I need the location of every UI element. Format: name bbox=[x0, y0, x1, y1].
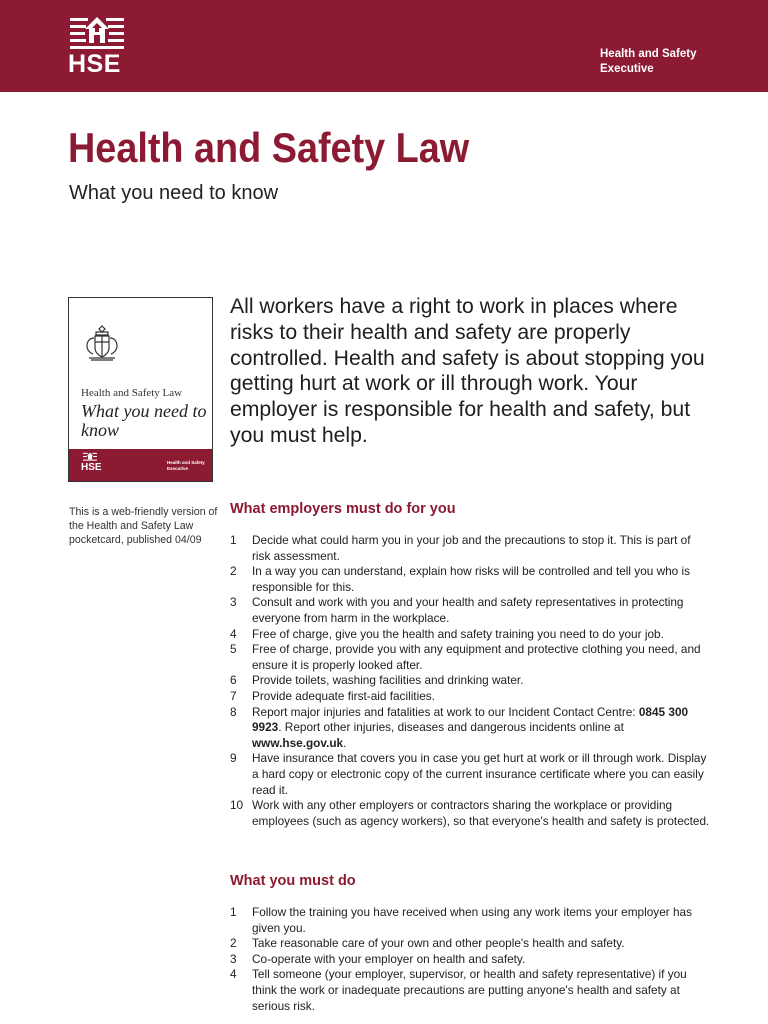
cover-title-line: Health and Safety Law bbox=[81, 387, 183, 399]
hse-logo-mark-icon bbox=[70, 16, 124, 52]
list-item bbox=[230, 798, 710, 829]
your-duties-list bbox=[230, 905, 710, 1014]
hse-mini-logo-icon bbox=[83, 452, 97, 462]
cover-footer-band bbox=[69, 449, 212, 481]
cover-agency-name bbox=[167, 460, 205, 471]
agency-line-1: Health and Safety bbox=[600, 48, 697, 60]
item-number: 3 bbox=[230, 951, 237, 966]
item-text: Provide toilets, washing facilities and drinking water. bbox=[252, 673, 524, 688]
item-number: 10 bbox=[230, 798, 244, 813]
item-text: Take reasonable care of your own and other people's health and safety. bbox=[252, 936, 625, 951]
item-number: 2 bbox=[230, 936, 237, 951]
item-text: Free of charge, give you the health and safety training you need to do your job. bbox=[252, 626, 664, 641]
item-text: Co-operate with your employer on health and safety. bbox=[252, 951, 526, 966]
list-item bbox=[230, 936, 710, 952]
item-number: 4 bbox=[230, 967, 237, 982]
list-item bbox=[230, 642, 710, 673]
royal-crest-icon bbox=[81, 322, 123, 364]
item-text: Consult and work with you and your health and safety representatives in protecting everyone from harm in the workplace. bbox=[252, 595, 684, 625]
item-text: Tell someone (your employer, supervisor, or health and safety representative) if you think the work or inadequate precautions are putting anyone's health and safety at serious risk. bbox=[252, 967, 687, 1013]
item-number: 1 bbox=[230, 533, 237, 547]
incident-phone-number: 0845 300 9923 bbox=[252, 704, 689, 735]
item-number: 1 bbox=[230, 905, 237, 919]
item-number: 7 bbox=[230, 688, 237, 703]
list-item bbox=[230, 689, 710, 705]
your-duties-heading: What you must do bbox=[230, 873, 356, 889]
list-item bbox=[230, 952, 710, 968]
agency-line-2: Executive bbox=[600, 62, 654, 75]
page-subtitle: What you need to know bbox=[69, 182, 279, 204]
list-item bbox=[230, 967, 710, 1014]
list-item bbox=[230, 533, 710, 564]
item-text: Have insurance that covers you in case you get hurt at work or ill through work. Display a hard copy or electronic copy of the current insurance certificate where you can easily read it. bbox=[252, 751, 707, 797]
item-text: In a way you can understand, explain how risks will be controlled and tell you who is responsible for this. bbox=[252, 564, 691, 594]
intro-paragraph: All workers have a right to work in places where risks to their health and safety are properly controlled. Health and safety is about stopping you getting hurt at work or ill through work. Your employer is responsible for health and safety, but you must help. bbox=[230, 295, 705, 447]
item-number: 9 bbox=[230, 751, 237, 766]
item-text: Decide what could harm you in your job and the precautions to stop it. This is part of risk assessment. bbox=[252, 533, 691, 563]
employers-duties-list bbox=[230, 533, 710, 829]
item-text: Work with any other employers or contractors sharing the workplace or providing employees (such as agency workers), so that everyone's health and safety is protected. bbox=[252, 798, 710, 828]
pocketcard-cover-image bbox=[68, 297, 213, 482]
hse-logo-text: HSE bbox=[68, 50, 121, 78]
hse-logo bbox=[68, 16, 126, 78]
list-item bbox=[230, 564, 710, 595]
page-title: Health and Safety Law bbox=[68, 124, 470, 171]
agency-name bbox=[600, 47, 697, 76]
item-text-before: Report major injuries and fatalities at work to our Incident Contact Centre: bbox=[252, 704, 639, 719]
item-number: 8 bbox=[230, 704, 237, 719]
cover-agency-line-2: Executive bbox=[167, 465, 189, 471]
item-text: Free of charge, provide you with any equipment and protective clothing you need, and ensure it is properly looked after. bbox=[252, 642, 701, 672]
item-number: 2 bbox=[230, 564, 237, 579]
item-number: 3 bbox=[230, 595, 237, 610]
item-number: 6 bbox=[230, 673, 237, 688]
cover-agency-line-1: Health and Safety bbox=[167, 460, 205, 465]
list-item bbox=[230, 627, 710, 643]
item-text-middle: . Report other injuries, diseases and dangerous incidents online at bbox=[278, 720, 624, 735]
item-text: Follow the training you have received when using any work items your employer has given you. bbox=[252, 905, 692, 935]
item-number: 5 bbox=[230, 642, 237, 657]
cover-subtitle: What you need to know bbox=[81, 401, 207, 440]
hse-website-link[interactable]: www.hse.gov.uk bbox=[252, 735, 344, 750]
list-item bbox=[230, 595, 710, 626]
item-text: Provide adequate first-aid facilities. bbox=[252, 688, 435, 703]
list-item bbox=[230, 673, 710, 689]
item-number: 4 bbox=[230, 626, 237, 641]
cover-logo-text: HSE bbox=[81, 462, 102, 473]
list-item bbox=[230, 751, 710, 798]
item-text-after: . bbox=[343, 735, 347, 750]
employers-heading: What employers must do for you bbox=[230, 501, 456, 517]
header-bar bbox=[0, 0, 768, 92]
version-note: This is a web-friendly version of the Health and Safety Law pocketcard, published 04/09 bbox=[69, 506, 218, 546]
list-item bbox=[230, 705, 710, 752]
list-item bbox=[230, 905, 710, 936]
